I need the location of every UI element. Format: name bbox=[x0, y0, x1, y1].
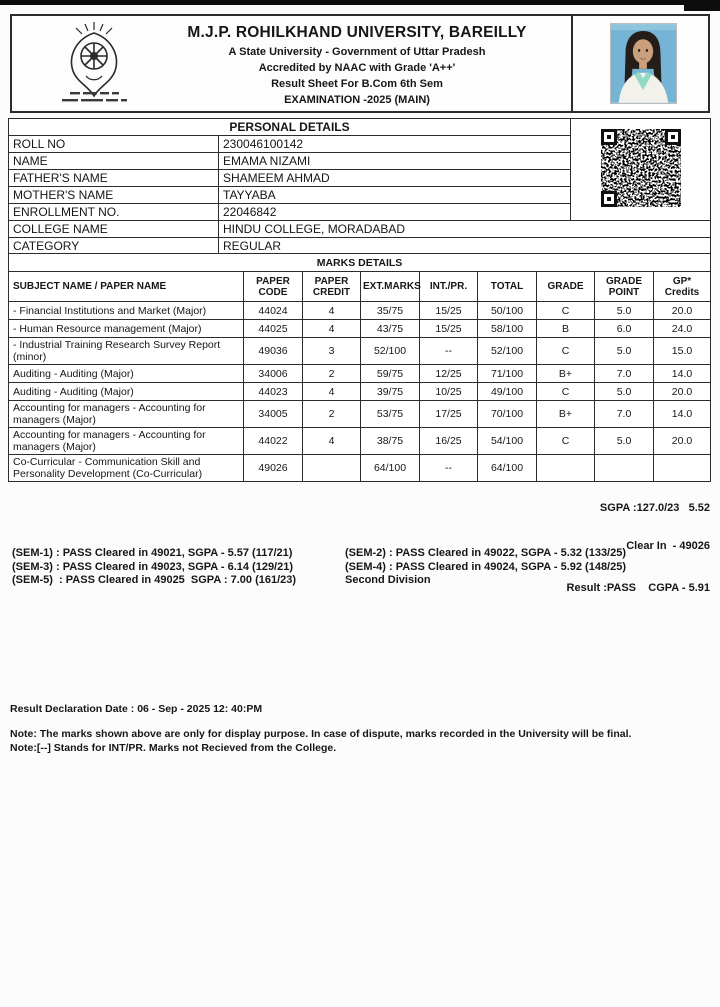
semester-result-row bbox=[12, 561, 712, 575]
semester-result-row bbox=[12, 574, 712, 588]
total: 50/100 bbox=[478, 302, 537, 320]
ext-marks: 59/75 bbox=[361, 365, 420, 383]
paper-code: 49036 bbox=[244, 338, 303, 365]
detail-label: NAME bbox=[9, 153, 219, 170]
qr-cell bbox=[571, 119, 711, 221]
marks-row bbox=[9, 320, 711, 338]
subject-name: Accounting for managers - Accounting for managers (Major) bbox=[9, 428, 244, 455]
total: 49/100 bbox=[478, 383, 537, 401]
photo-cell-divider bbox=[571, 16, 573, 111]
column-header-int-pr: INT./PR. bbox=[420, 272, 478, 302]
subject-name: - Financial Institutions and Market (Major) bbox=[9, 302, 244, 320]
grade: B bbox=[537, 320, 595, 338]
subject-name: Auditing - Auditing (Major) bbox=[9, 365, 244, 383]
grade: C bbox=[537, 338, 595, 365]
grade-point: 7.0 bbox=[595, 401, 654, 428]
ext-marks: 43/75 bbox=[361, 320, 420, 338]
gp-credits: 15.0 bbox=[654, 338, 711, 365]
header-text-block bbox=[144, 24, 570, 106]
result-declaration-date: Result Declaration Date : 06 - Sep - 2025 12: 40:PM bbox=[10, 703, 263, 715]
grade: C bbox=[537, 383, 595, 401]
paper-credit: 4 bbox=[303, 383, 361, 401]
detail-label: CATEGORY bbox=[9, 238, 219, 255]
int-pr: -- bbox=[420, 455, 478, 482]
subject-name: Co-Curricular - Communication Skill and Personality Development (Co-Curricular) bbox=[9, 455, 244, 482]
paper-code: 34005 bbox=[244, 401, 303, 428]
grade: B+ bbox=[537, 365, 595, 383]
paper-credit: 4 bbox=[303, 428, 361, 455]
total: 64/100 bbox=[478, 455, 537, 482]
ext-marks: 35/75 bbox=[361, 302, 420, 320]
university-name: M.J.P. ROHILKHAND UNIVERSITY, BAREILLY bbox=[187, 24, 527, 41]
detail-value: EMAMA NIZAMI bbox=[219, 153, 571, 170]
marks-header-row bbox=[9, 272, 711, 302]
qr-code-icon bbox=[599, 127, 683, 209]
detail-label: MOTHER'S NAME bbox=[9, 187, 219, 204]
subject-name: Accounting for managers - Accounting for managers (Major) bbox=[9, 401, 244, 428]
column-header-total: TOTAL bbox=[478, 272, 537, 302]
total: 71/100 bbox=[478, 365, 537, 383]
semester-result-right: (SEM-4) : PASS Cleared in 49024, SGPA - 5.92 (148/25) bbox=[345, 560, 627, 573]
total: 58/100 bbox=[478, 320, 537, 338]
semester-result-left: (SEM-3) : PASS Cleared in 49023, SGPA - 6.14 (129/21) bbox=[12, 560, 294, 573]
total: 70/100 bbox=[478, 401, 537, 428]
result-line: Result :PASS CGPA - 5.91 bbox=[566, 582, 710, 594]
column-header-gp-credits: GP* Credits bbox=[654, 272, 711, 302]
detail-label: ROLL NO bbox=[9, 136, 219, 153]
ext-marks: 39/75 bbox=[361, 383, 420, 401]
grade: B+ bbox=[537, 401, 595, 428]
total: 52/100 bbox=[478, 338, 537, 365]
paper-code: 44024 bbox=[244, 302, 303, 320]
marks-row bbox=[9, 302, 711, 320]
ext-marks: 52/100 bbox=[361, 338, 420, 365]
semester-result-right: Second Division bbox=[345, 574, 431, 586]
total: 54/100 bbox=[478, 428, 537, 455]
int-pr: 10/25 bbox=[420, 383, 478, 401]
paper-credit: 3 bbox=[303, 338, 361, 365]
clear-in-line: Clear In - 49026 bbox=[626, 539, 710, 552]
student-photo bbox=[610, 23, 677, 104]
gp-credits: 20.0 bbox=[654, 383, 711, 401]
personal-details-title: PERSONAL DETAILS bbox=[9, 119, 571, 136]
ext-marks: 53/75 bbox=[361, 401, 420, 428]
detail-value: REGULAR bbox=[219, 238, 711, 255]
university-header-box bbox=[10, 14, 710, 113]
examination-line: EXAMINATION -2025 (MAIN) bbox=[284, 94, 430, 106]
ext-marks: 38/75 bbox=[361, 428, 420, 455]
semester-result-left: (SEM-1) : PASS Cleared in 49021, SGPA - 5.57 (117/21) bbox=[12, 547, 293, 559]
int-pr: 17/25 bbox=[420, 401, 478, 428]
paper-credit: 4 bbox=[303, 302, 361, 320]
int-pr: -- bbox=[420, 338, 478, 365]
marks-row bbox=[9, 383, 711, 401]
grade-point: 6.0 bbox=[595, 320, 654, 338]
semester-result-row bbox=[12, 547, 712, 561]
marks-details-table bbox=[8, 253, 711, 482]
grade: C bbox=[537, 428, 595, 455]
paper-code: 44022 bbox=[244, 428, 303, 455]
paper-credit: 4 bbox=[303, 320, 361, 338]
state-university-line: A State University - Government of Uttar Pradesh bbox=[228, 46, 486, 58]
detail-value: SHAMEEM AHMAD bbox=[219, 170, 571, 187]
paper-code: 44025 bbox=[244, 320, 303, 338]
grade-point: 5.0 bbox=[595, 428, 654, 455]
grade-point: 7.0 bbox=[595, 365, 654, 383]
detail-label: ENROLLMENT NO. bbox=[9, 204, 219, 221]
naac-grade-line: Accredited by NAAC with Grade 'A++' bbox=[258, 62, 456, 74]
paper-credit: 2 bbox=[303, 365, 361, 383]
semester-result-left: (SEM-5) : PASS Cleared in 49025 SGPA : 7.00 (161/23) bbox=[12, 574, 297, 586]
gp-credits: 20.0 bbox=[654, 302, 711, 320]
detail-label: COLLEGE NAME bbox=[9, 221, 219, 238]
int-pr: 15/25 bbox=[420, 302, 478, 320]
footer-notes bbox=[10, 728, 631, 755]
marks-row bbox=[9, 365, 711, 383]
personal-details-table bbox=[8, 118, 711, 255]
column-header-subject: SUBJECT NAME / PAPER NAME bbox=[9, 272, 244, 302]
gp-credits: 14.0 bbox=[654, 401, 711, 428]
grade-point: 5.0 bbox=[595, 383, 654, 401]
subject-name: Auditing - Auditing (Major) bbox=[9, 383, 244, 401]
ext-marks: 64/100 bbox=[361, 455, 420, 482]
column-header-paper-credit: PAPER CREDIT bbox=[303, 272, 361, 302]
note-display-purpose: Note: The marks shown above are only for display purpose. In case of dispute, marks recorded in the University will be final. bbox=[10, 728, 632, 740]
gp-credits: 14.0 bbox=[654, 365, 711, 383]
paper-code: 44023 bbox=[244, 383, 303, 401]
result-sheet-line: Result Sheet For B.Com 6th Sem bbox=[271, 78, 443, 90]
sgpa-line: SGPA :127.0/23 5.52 bbox=[599, 502, 710, 514]
detail-value: HINDU COLLEGE, MORADABAD bbox=[219, 221, 711, 238]
int-pr: 15/25 bbox=[420, 320, 478, 338]
marks-row bbox=[9, 401, 711, 428]
detail-value: 22046842 bbox=[219, 204, 571, 221]
int-pr: 12/25 bbox=[420, 365, 478, 383]
paper-code: 49026 bbox=[244, 455, 303, 482]
gp-credits: 20.0 bbox=[654, 428, 711, 455]
scan-artifact-top bbox=[0, 0, 700, 5]
semester-results bbox=[12, 520, 712, 615]
note-int-pr: Note:[--] Stands for INT/PR. Marks not Recieved from the College. bbox=[10, 741, 337, 754]
int-pr: 16/25 bbox=[420, 428, 478, 455]
subject-name: - Industrial Training Research Survey Report (minor) bbox=[9, 338, 244, 365]
paper-credit bbox=[303, 455, 361, 482]
detail-value: TAYYABA bbox=[219, 187, 571, 204]
subject-name: - Human Resource management (Major) bbox=[9, 320, 244, 338]
marks-row bbox=[9, 428, 711, 455]
column-header-grade-point: GRADE POINT bbox=[595, 272, 654, 302]
column-header-grade: GRADE bbox=[537, 272, 595, 302]
semester-result-right: (SEM-2) : PASS Cleared in 49022, SGPA - 5.32 (133/25) bbox=[345, 547, 627, 559]
grade-point: 5.0 bbox=[595, 302, 654, 320]
paper-credit: 2 bbox=[303, 401, 361, 428]
marks-row bbox=[9, 338, 711, 365]
marks-details-title: MARKS DETAILS bbox=[9, 254, 711, 272]
detail-label: FATHER'S NAME bbox=[9, 170, 219, 187]
paper-code: 34006 bbox=[244, 365, 303, 383]
detail-value: 230046100142 bbox=[219, 136, 571, 153]
grade-point: 5.0 bbox=[595, 338, 654, 365]
university-logo-icon bbox=[40, 20, 148, 108]
column-header-paper-code: PAPER CODE bbox=[244, 272, 303, 302]
grade: C bbox=[537, 302, 595, 320]
column-header-ext-marks: EXT.MARKS bbox=[361, 272, 420, 302]
scan-artifact-corner bbox=[684, 0, 720, 11]
gp-credits: 24.0 bbox=[654, 320, 711, 338]
